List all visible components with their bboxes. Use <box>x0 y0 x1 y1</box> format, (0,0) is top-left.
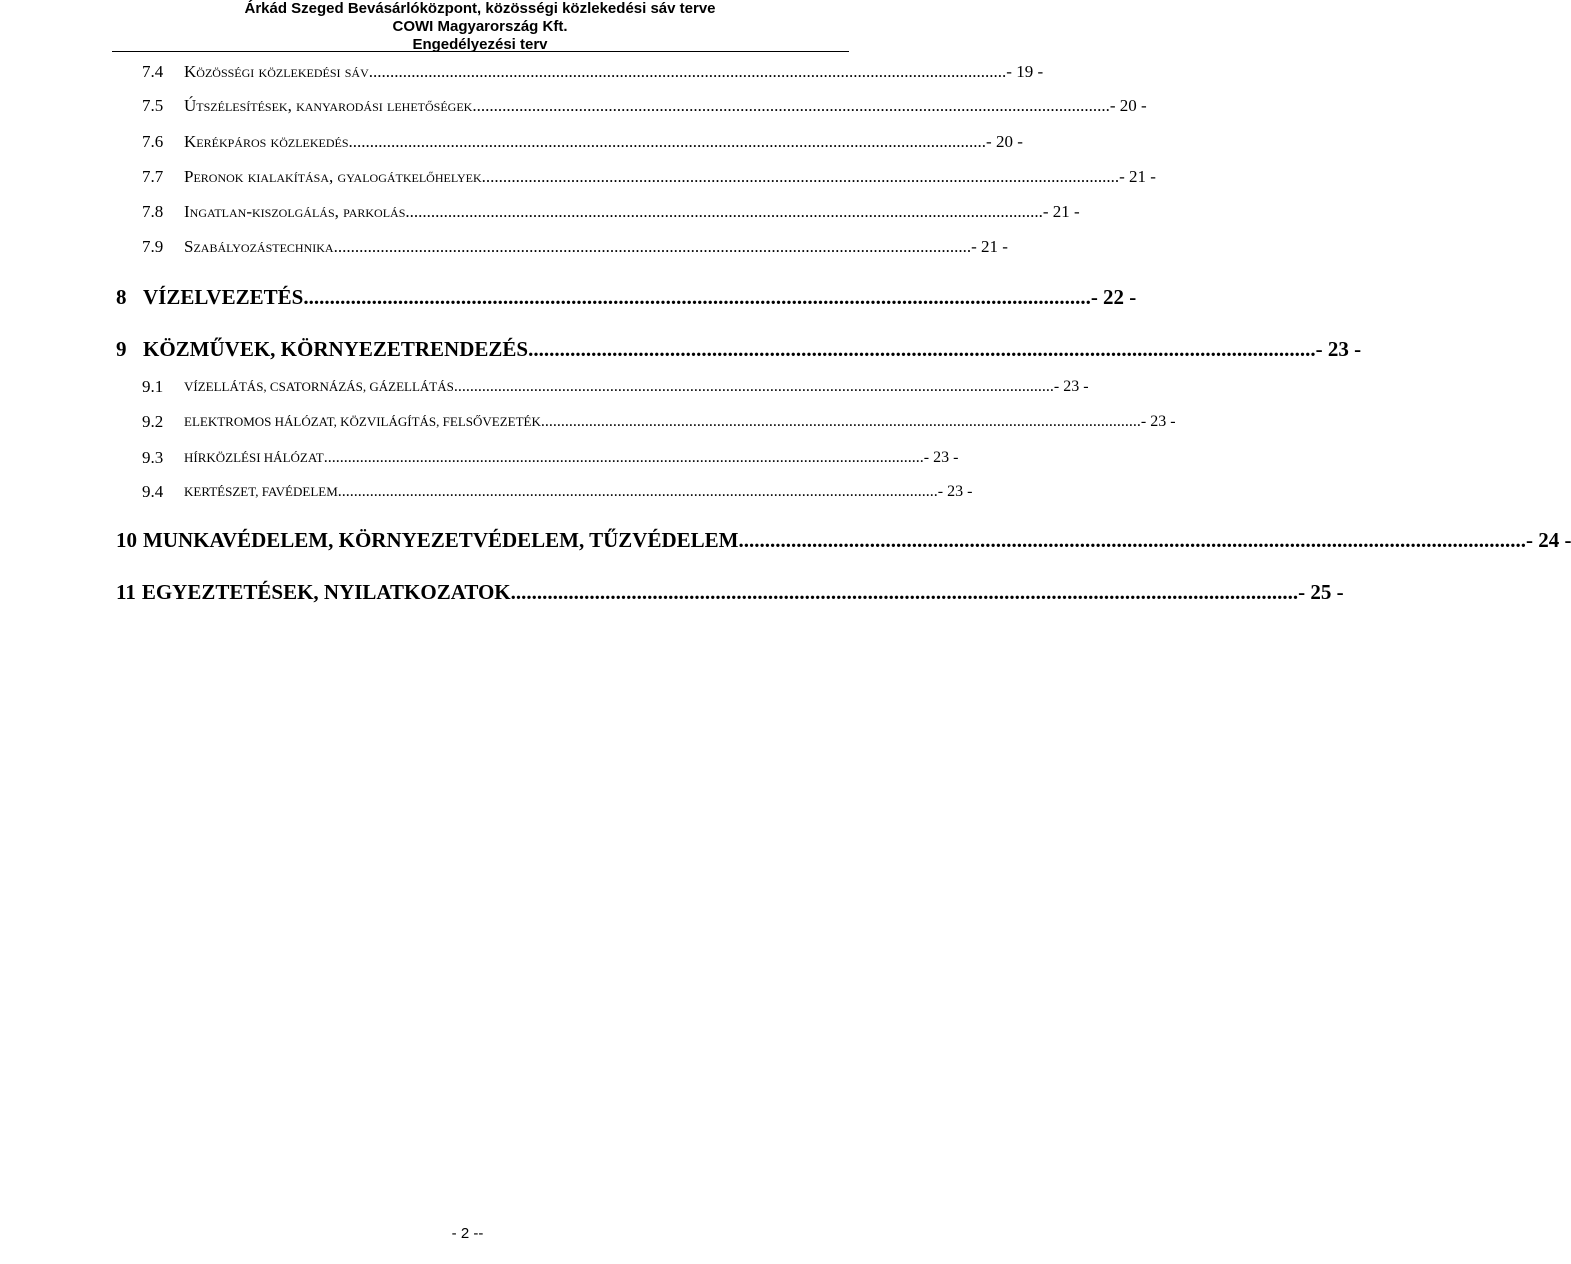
toc-entry-9-3[interactable] <box>116 446 959 470</box>
toc-number: 9.4 <box>142 482 164 501</box>
toc-number: 9.1 <box>142 377 164 396</box>
toc-number: 9.2 <box>142 412 164 431</box>
toc-number: 9 <box>116 337 127 361</box>
toc-leader: ...................................................................................................................................................... <box>405 202 1043 221</box>
toc-title: Ingatlan-kiszolgálás, parkolás <box>184 202 406 221</box>
toc-title: VÍZELLÁTÁS, CSATORNÁZÁS, GÁZELLÁTÁS <box>184 379 454 394</box>
page-header <box>0 0 960 54</box>
toc-title: Közösségi közlekedési sáv <box>184 62 369 81</box>
toc-number: 7.8 <box>142 202 164 221</box>
header-project-title: Árkád Szeged Bevásárlóközpont, közösségi közlekedési sáv terve <box>244 0 716 17</box>
toc-page: - 19 - <box>1006 62 1044 81</box>
toc-page: - 25 - <box>1298 580 1344 604</box>
toc-title: Kerékpáros közlekedés <box>184 132 349 151</box>
toc-page: - 21 - <box>971 237 1008 256</box>
toc-entry-7-9[interactable] <box>116 235 1008 259</box>
toc-number: 8 <box>116 285 127 309</box>
toc-title: EGYEZTETÉSEK, NYILATKOZATOK <box>141 580 511 604</box>
toc-title: Peronok kialakítása, gyalogátkelőhelyek <box>184 167 482 186</box>
toc-line <box>184 375 1089 399</box>
toc-line <box>184 235 1008 259</box>
toc-line <box>184 60 1044 84</box>
header-rule <box>112 51 849 52</box>
toc-leader: ...................................................................................................................................................... <box>333 237 972 256</box>
toc-title: KÖZMŰVEK, KÖRNYEZETRENDEZÉS <box>143 337 529 361</box>
toc-line <box>184 94 1147 118</box>
toc-entry-9[interactable] <box>116 335 1362 363</box>
toc-number: 7.7 <box>142 167 164 186</box>
toc-leader: ...................................................................................................................................................... <box>481 167 1120 186</box>
toc-number: 11 <box>116 580 136 604</box>
toc-leader: ...................................................................................................................................................... <box>323 449 924 466</box>
toc-entry-7-6[interactable] <box>116 130 1023 154</box>
toc-title: KERTÉSZET, FAVÉDELEM <box>184 484 338 499</box>
toc-page: - 20 - <box>1109 96 1147 115</box>
toc-entry-7-5[interactable] <box>116 94 1147 118</box>
toc-line <box>143 335 1362 363</box>
toc-number: 7.9 <box>142 237 164 256</box>
toc-title: HÍRKÖZLÉSI HÁLÓZAT <box>184 450 324 465</box>
toc-number: 7.6 <box>142 132 164 151</box>
toc-number: 9.3 <box>142 448 164 467</box>
toc-entry-8[interactable] <box>116 283 1137 311</box>
toc-line <box>184 480 973 504</box>
toc-page: - 21 - <box>1119 167 1156 186</box>
toc-leader: ...................................................................................................................................................... <box>303 285 1091 309</box>
toc-line <box>184 130 1023 154</box>
toc-leader: ...................................................................................................................................................... <box>368 62 1007 81</box>
toc-entry-9-4[interactable] <box>116 480 973 504</box>
toc-entry-10[interactable] <box>116 526 1571 554</box>
toc-leader: ...................................................................................................................................................... <box>738 528 1526 552</box>
toc-line <box>184 446 959 470</box>
toc-entry-7-8[interactable] <box>116 200 1080 224</box>
toc-page: - 23 - <box>923 449 959 466</box>
toc-page: - 20 - <box>986 132 1023 151</box>
toc-leader: ...................................................................................................................................................... <box>453 378 1054 395</box>
toc-line <box>184 200 1080 224</box>
toc-page: - 22 - <box>1090 285 1137 309</box>
toc-title: Útszélesítések, kanyarodási lehetőségek <box>184 96 473 115</box>
toc-page: - 23 - <box>1140 413 1176 430</box>
header-doc-type: Engedélyezési terv <box>412 36 548 53</box>
toc-number: 10 <box>116 528 137 552</box>
toc-title: ELEKTROMOS HÁLÓZAT, KÖZVILÁGÍTÁS, FELSŐVEZETÉK <box>184 414 541 429</box>
toc-number: 7.4 <box>142 62 164 81</box>
toc-leader: ...................................................................................................................................................... <box>337 483 938 500</box>
toc-page: - 23 - <box>937 483 973 500</box>
toc-entry-11[interactable] <box>116 578 1344 606</box>
toc-line <box>116 526 1571 554</box>
toc-title: MUNKAVÉDELEM, KÖRNYEZETVÉDELEM, TŰZVÉDELEM <box>143 528 739 552</box>
page-number: - 2 -- <box>451 1225 484 1242</box>
toc-title: Szabályozástechnika <box>184 237 334 256</box>
toc-entry-7-4[interactable] <box>116 60 1044 84</box>
toc-leader: ...................................................................................................................................................... <box>510 580 1299 604</box>
toc-line <box>184 410 1176 434</box>
toc-line <box>184 165 1156 189</box>
toc-number: 7.5 <box>142 96 164 115</box>
toc-leader: ...................................................................................................................................................... <box>540 413 1141 430</box>
toc-leader: ...................................................................................................................................................... <box>472 96 1110 115</box>
toc-line <box>143 283 1137 311</box>
header-company: COWI Magyarország Kft. <box>392 18 568 35</box>
toc-entry-9-2[interactable] <box>116 410 1176 434</box>
toc-line <box>116 578 1344 606</box>
toc-entry-9-1[interactable] <box>116 375 1089 399</box>
toc-page: - 23 - <box>1315 337 1362 361</box>
toc-leader: ...................................................................................................................................................... <box>348 132 987 151</box>
toc-page: - 24 - <box>1525 528 1571 552</box>
toc-entry-7-7[interactable] <box>116 165 1156 189</box>
toc-leader: ...................................................................................................................................................... <box>528 337 1316 361</box>
toc-title: VÍZELVEZETÉS <box>143 285 304 309</box>
toc-page: - 23 - <box>1053 378 1089 395</box>
toc-page: - 21 - <box>1042 202 1080 221</box>
